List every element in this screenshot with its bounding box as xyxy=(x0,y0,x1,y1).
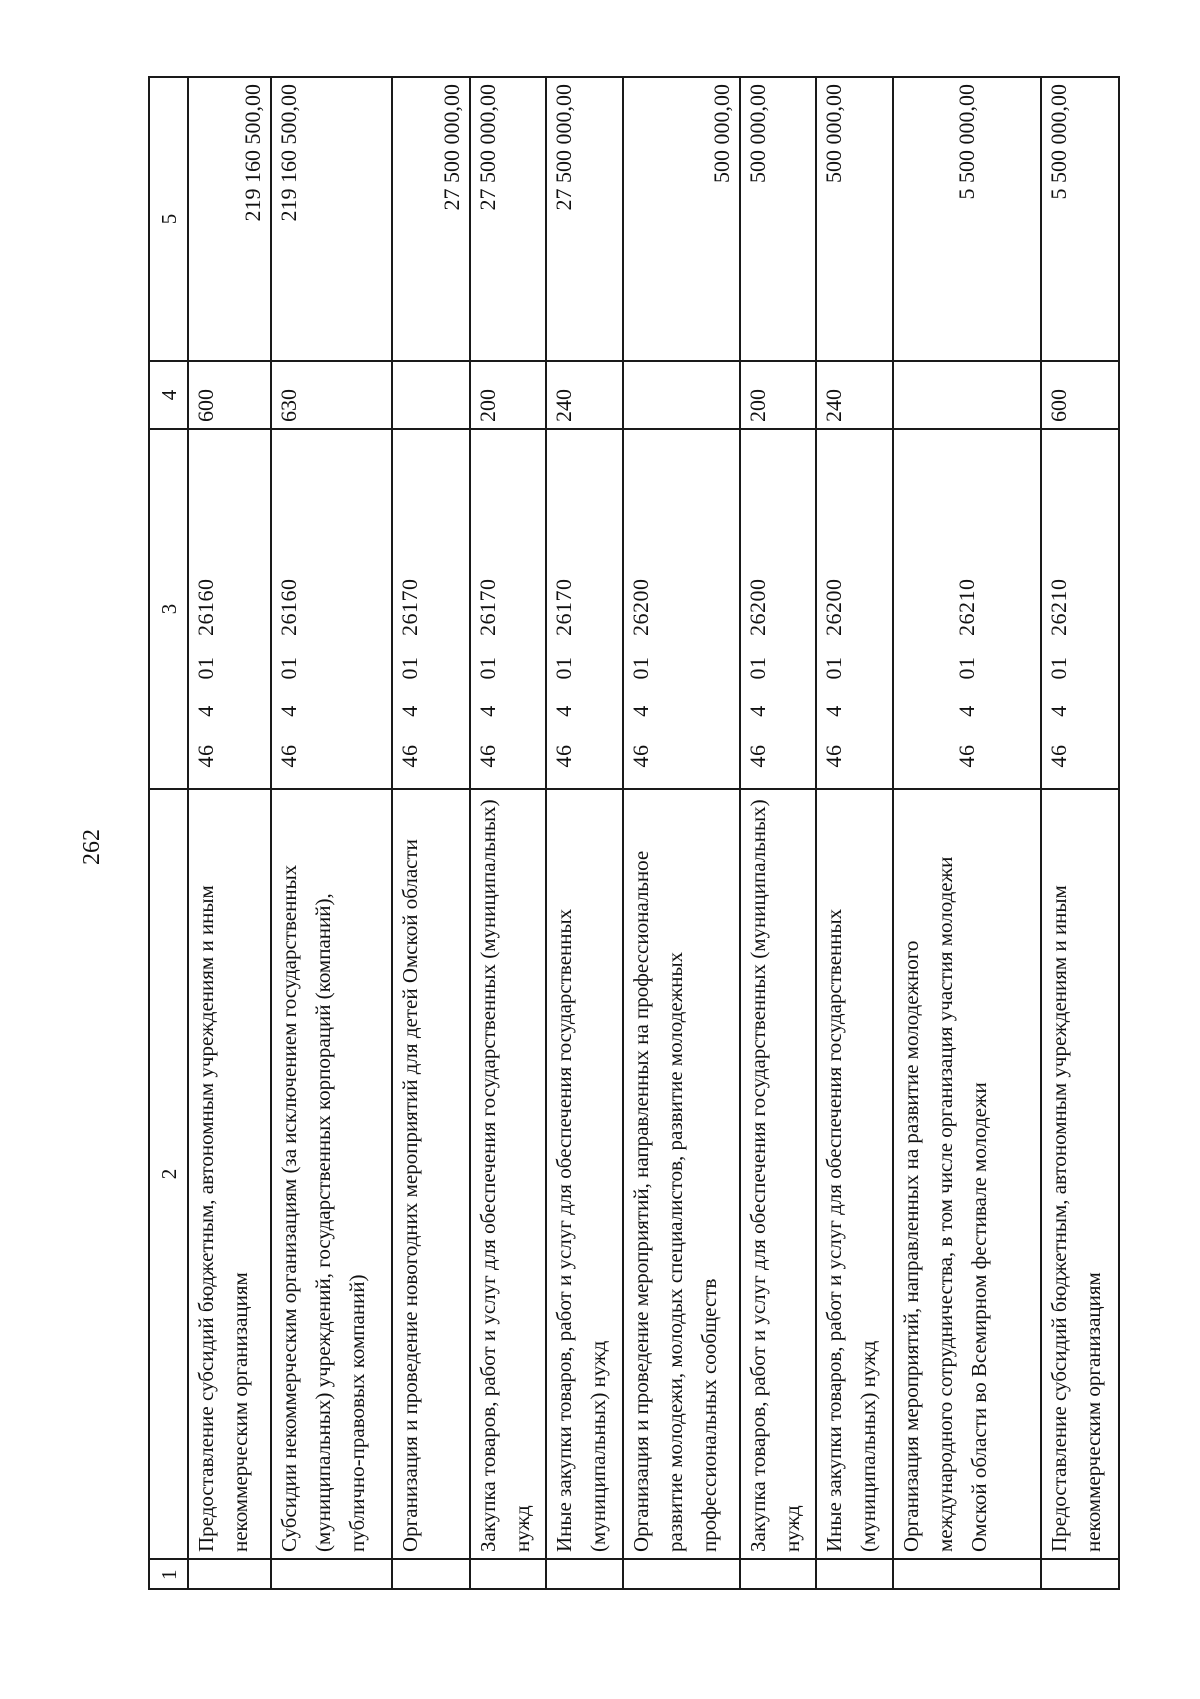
code-program: 46 xyxy=(396,744,422,768)
code-program: 46 xyxy=(551,744,577,768)
code-cell xyxy=(816,429,892,789)
code-subprogram: 01 xyxy=(627,656,653,680)
amount-cell: 500 000,00 xyxy=(623,77,741,361)
row-index-cell xyxy=(470,1559,546,1589)
table-row xyxy=(893,77,1041,1589)
table-row xyxy=(740,77,816,1589)
code-program: 46 xyxy=(745,744,771,768)
expense-type-cell xyxy=(623,361,741,429)
row-index-cell xyxy=(546,1559,622,1589)
description-cell: Предоставление субсидий бюджетным, автономным учреждениям и иным некоммерческим организациям xyxy=(1041,789,1119,1559)
code-direction: 26200 xyxy=(821,578,847,636)
code-type: 4 xyxy=(821,705,847,717)
code-cell xyxy=(546,429,622,789)
expense-type-cell: 200 xyxy=(470,361,546,429)
expense-type-cell: 200 xyxy=(740,361,816,429)
header-col-3: 3 xyxy=(149,429,188,789)
expense-type-cell: 240 xyxy=(546,361,622,429)
table-row xyxy=(546,77,622,1589)
code-type: 4 xyxy=(193,705,219,717)
row-index-cell xyxy=(816,1559,892,1589)
description-cell: Организация мероприятий, направленных на развитие молодежного международного сотрудничества, в том числе организация участия молодежи Омской области во Всемирном фестивале молодежи xyxy=(893,789,1041,1559)
code-cell xyxy=(893,429,1041,789)
code-direction: 26170 xyxy=(475,578,501,636)
code-cell xyxy=(623,429,741,789)
row-index-cell xyxy=(392,1559,470,1589)
code-type: 4 xyxy=(551,705,577,717)
code-subprogram: 01 xyxy=(275,656,301,680)
amount-cell: 5 500 000,00 xyxy=(893,77,1041,361)
amount-cell: 219 160 500,00 xyxy=(271,77,392,361)
code-direction: 26200 xyxy=(627,578,653,636)
code-program: 46 xyxy=(821,744,847,768)
header-col-2: 2 xyxy=(149,789,188,1559)
table-row xyxy=(1041,77,1119,1589)
code-subprogram: 01 xyxy=(953,656,979,680)
description-cell: Субсидии некоммерческим организациям (за исключением государственных (муниципальных) учреждений, государственных корпораций (компаний), публично-правовых компаний) xyxy=(271,789,392,1559)
code-type: 4 xyxy=(396,705,422,717)
expense-type-cell: 240 xyxy=(816,361,892,429)
row-index-cell xyxy=(188,1559,271,1589)
code-program: 46 xyxy=(1045,744,1071,768)
code-direction: 26210 xyxy=(953,578,979,636)
code-subprogram: 01 xyxy=(821,656,847,680)
table-row xyxy=(623,77,741,1589)
amount-cell: 27 500 000,00 xyxy=(392,77,470,361)
table-row xyxy=(470,77,546,1589)
expense-type-cell: 630 xyxy=(271,361,392,429)
code-program: 46 xyxy=(193,744,219,768)
table-row xyxy=(271,77,392,1589)
amount-cell: 500 000,00 xyxy=(816,77,892,361)
description-cell: Организация и проведение мероприятий, направленных на профессиональное развитие молодежи, молодых специалистов, развитие молодежных профессиональных сообществ xyxy=(623,789,741,1559)
code-type: 4 xyxy=(953,705,979,717)
description-cell: Организация и проведение новогодних мероприятий для детей Омской области xyxy=(392,789,470,1559)
code-program: 46 xyxy=(275,744,301,768)
amount-cell: 219 160 500,00 xyxy=(188,77,271,361)
page-number: 262 xyxy=(79,829,105,865)
code-program: 46 xyxy=(627,744,653,768)
amount-cell: 5 500 000,00 xyxy=(1041,77,1119,361)
table-header-row xyxy=(149,77,188,1589)
row-index-cell xyxy=(623,1559,741,1589)
row-index-cell xyxy=(740,1559,816,1589)
code-direction: 26160 xyxy=(275,578,301,636)
code-cell xyxy=(392,429,470,789)
description-cell: Закупка товаров, работ и услуг для обеспечения государственных (муниципальных) нужд xyxy=(470,789,546,1559)
code-subprogram: 01 xyxy=(1045,656,1071,680)
code-type: 4 xyxy=(1045,705,1071,717)
expense-type-cell xyxy=(893,361,1041,429)
amount-cell: 27 500 000,00 xyxy=(546,77,622,361)
code-direction: 26170 xyxy=(396,578,422,636)
code-direction: 26210 xyxy=(1045,578,1071,636)
description-cell: Предоставление субсидий бюджетным, автономным учреждениям и иным некоммерческим организациям xyxy=(188,789,271,1559)
expense-type-cell xyxy=(392,361,470,429)
header-col-4: 4 xyxy=(149,361,188,429)
row-index-cell xyxy=(1041,1559,1119,1589)
header-col-5: 5 xyxy=(149,77,188,361)
table-row xyxy=(816,77,892,1589)
description-cell: Иные закупки товаров, работ и услуг для обеспечения государственных (муниципальных) нужд xyxy=(816,789,892,1559)
code-program: 46 xyxy=(953,744,979,768)
code-type: 4 xyxy=(745,705,771,717)
code-subprogram: 01 xyxy=(475,656,501,680)
table-row xyxy=(188,77,271,1589)
expense-type-cell: 600 xyxy=(1041,361,1119,429)
description-cell: Закупка товаров, работ и услуг для обеспечения государственных (муниципальных) нужд xyxy=(740,789,816,1559)
description-cell: Иные закупки товаров, работ и услуг для обеспечения государственных (муниципальных) нужд xyxy=(546,789,622,1559)
code-cell xyxy=(188,429,271,789)
code-cell xyxy=(1041,429,1119,789)
code-subprogram: 01 xyxy=(745,656,771,680)
code-type: 4 xyxy=(475,705,501,717)
budget-table xyxy=(148,76,1120,1590)
code-cell xyxy=(470,429,546,789)
code-direction: 26160 xyxy=(193,578,219,636)
row-index-cell xyxy=(893,1559,1041,1589)
code-subprogram: 01 xyxy=(193,656,219,680)
code-subprogram: 01 xyxy=(551,656,577,680)
code-subprogram: 01 xyxy=(396,656,422,680)
header-col-1: 1 xyxy=(149,1559,188,1589)
code-direction: 26200 xyxy=(745,578,771,636)
code-cell xyxy=(740,429,816,789)
row-index-cell xyxy=(271,1559,392,1589)
budget-table-frame xyxy=(148,78,1120,1590)
amount-cell: 500 000,00 xyxy=(740,77,816,361)
code-type: 4 xyxy=(627,705,653,717)
table-row xyxy=(392,77,470,1589)
amount-cell: 27 500 000,00 xyxy=(470,77,546,361)
code-cell xyxy=(271,429,392,789)
code-type: 4 xyxy=(275,705,301,717)
expense-type-cell: 600 xyxy=(188,361,271,429)
code-direction: 26170 xyxy=(551,578,577,636)
code-program: 46 xyxy=(475,744,501,768)
